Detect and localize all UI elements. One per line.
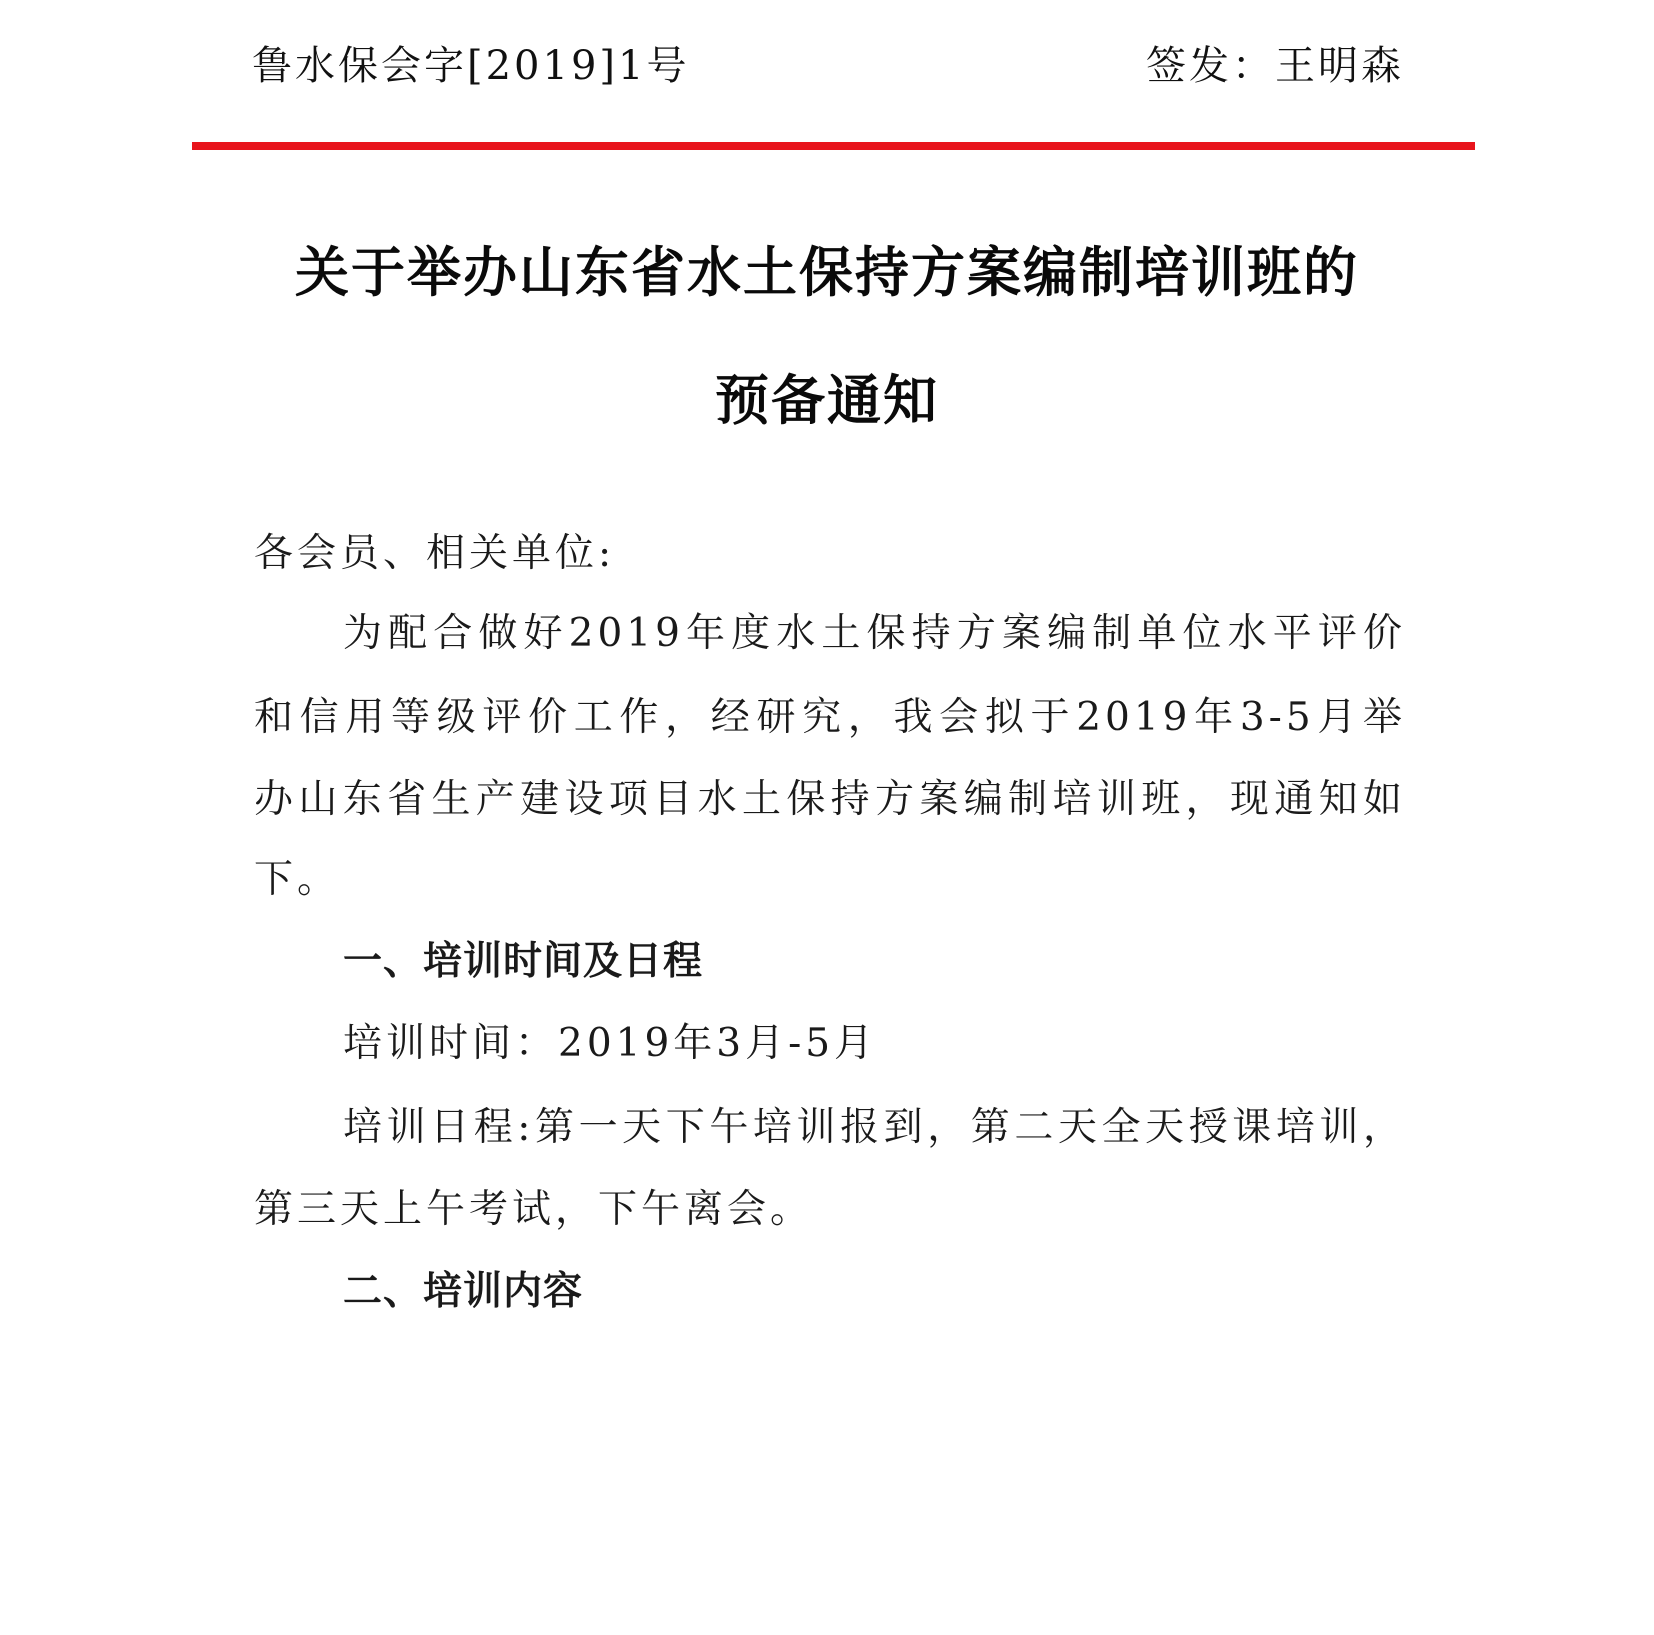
training-time: 培训时间：2019年3月-5月 <box>343 1021 878 1066</box>
intro-line-3: 办山东省生产建设项目水土保持方案编制培训班，现通知如 <box>254 777 1406 822</box>
document-number: 鲁水保会字[2019]1号 <box>252 43 690 89</box>
signer: 签发：王明森 <box>1146 43 1404 89</box>
document-title-line-1: 关于举办山东省水土保持方案编制培训班的 <box>295 241 1359 304</box>
red-header-rule <box>192 142 1475 150</box>
document-header <box>252 36 1404 96</box>
schedule-line-1: 培训日程:第一天下午培训报到，第二天全天授课培训， <box>343 1105 1406 1150</box>
intro-line-1: 为配合做好2019年度水土保持方案编制单位水平评价 <box>343 611 1406 656</box>
section-1-heading: 一、培训时间及日程 <box>343 939 704 984</box>
schedule-line-2: 第三天上午考试，下午离会。 <box>254 1187 814 1232</box>
intro-line-4: 下。 <box>254 857 341 902</box>
document-title-line-2: 预备通知 <box>715 369 939 432</box>
intro-line-2: 和信用等级评价工作，经研究，我会拟于2019年3-5月举 <box>254 695 1406 740</box>
salutation: 各会员、相关单位: <box>254 531 616 576</box>
section-2-heading: 二、培训内容 <box>343 1269 584 1314</box>
